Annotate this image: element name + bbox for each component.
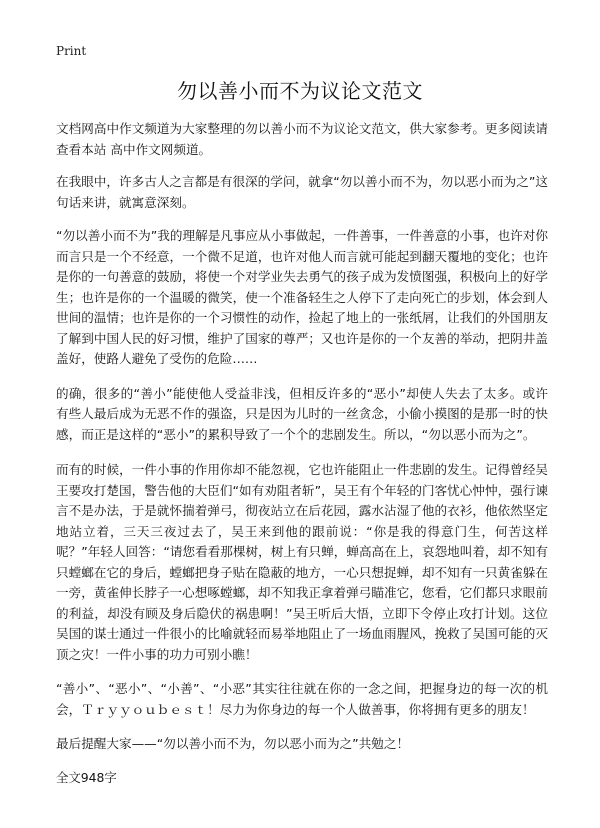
article-paragraph-good-deeds: “勿以善小而不为”我的理解是凡事应从小事做起，一件善事，一件善意的小事，也许对你而言只是一个不经意，一个微不足道，也许对他人而言就可能起到翻天覆地的变化；也许是你的一句善意的鼓励，将使一个对学业失去勇气的孩子成为发愤图强，积极向上的好学生；也许是你的一个温暖的微笑，使一个准备轻生之人停下了走向死亡的步划，体会到人世间的温情；也许是你的一个习惯性的动作，捡起了地上的一张纸屑，让我们的外国朋友了解到中国人民的好习惯，维护了国家的尊严；又也许是你的一个友善的举动，把阴井盖盖好，使路人避免了受伤的危险…… bbox=[56, 228, 548, 366]
word-count: 全文948字 bbox=[56, 769, 117, 785]
article-body bbox=[56, 119, 548, 787]
article-paragraph-conclusion: 最后提醒大家——“勿以善小而不为，勿以恶小而为之”共勉之！ bbox=[56, 736, 410, 751]
article-paragraph-wu-king-story: 而有的时候，一件小事的作用你却不能忽视，它也许能阻止一件悲剧的发生。记得曾经吴王要攻打楚国，警告他的大臣们“如有劝阻者斩”，吴王有个年轻的门客忧心忡忡，强行谏言不是办法，于是就怀揣着弹弓，彻夜站立在后花园，露水沾湿了他的衣衫，他依然坚定地站立着，三天三夜过去了，吴王来到他的跟前说：“你是我的得意门生，何苦这样呢？”年轻人回答：“请您看看那棵树，树上有只蝉，蝉高高在上，哀怨地叫着，却不知有只螳螂在它的身后，螳螂把身子贴在隐蔽的地方，一心只想捉蝉，却不知有一只黄雀躲在一旁，黄雀伸长脖子一心想啄螳螂，却不知我正拿着弹弓瞄准它，您看，它们都只求眼前的利益，却没有顾及身后隐伏的祸患啊！”吴王听后大悟，立即下令停止攻打计划。这位吴国的谋士通过一件很小的比喻就轻而易举地阻止了一场血雨腥风，挽救了吴国可能的灭顶之灾！一件小事的功力可别小瞧！ bbox=[56, 462, 548, 662]
article-paragraph-reflection: “善小”、“恶小”、“小善”、“小恶”其实往往就在你的一念之间，把握身边的每一次的机会，Ｔｒｙｙｏｕｂｅｓｔ！尽力为你身边的每一个人做善事，你将拥有更多的朋友！ bbox=[56, 681, 548, 717]
page-title: 勿以善小而不为议论文范文 bbox=[177, 79, 423, 103]
article-paragraph-opening: 在我眼中，许多古人之言都是有很深的学问，就拿“勿以善小而不为，勿以恶小而为之”这句话来讲，就寓意深刻。 bbox=[56, 174, 548, 210]
article-paragraph-intro: 文档网高中作文频道为大家整理的勿以善小而不为议论文范文，供大家参考。更多阅读请查看本站 高中作文网频道。 bbox=[56, 121, 548, 157]
print-link[interactable]: Print bbox=[56, 44, 87, 58]
article-paragraph-small-evils: 的确，很多的“善小”能使他人受益非浅，但相反许多的“恶小”却使人失去了太多。或许有些人最后成为无恶不作的强盗，只是因为儿时的一丝贪念，小偷小摸图的是那一时的快感，而正是这样的“恶小”的累积导致了一个个的悲剧发生。所以，“勿以恶小而为之”。 bbox=[56, 385, 548, 442]
